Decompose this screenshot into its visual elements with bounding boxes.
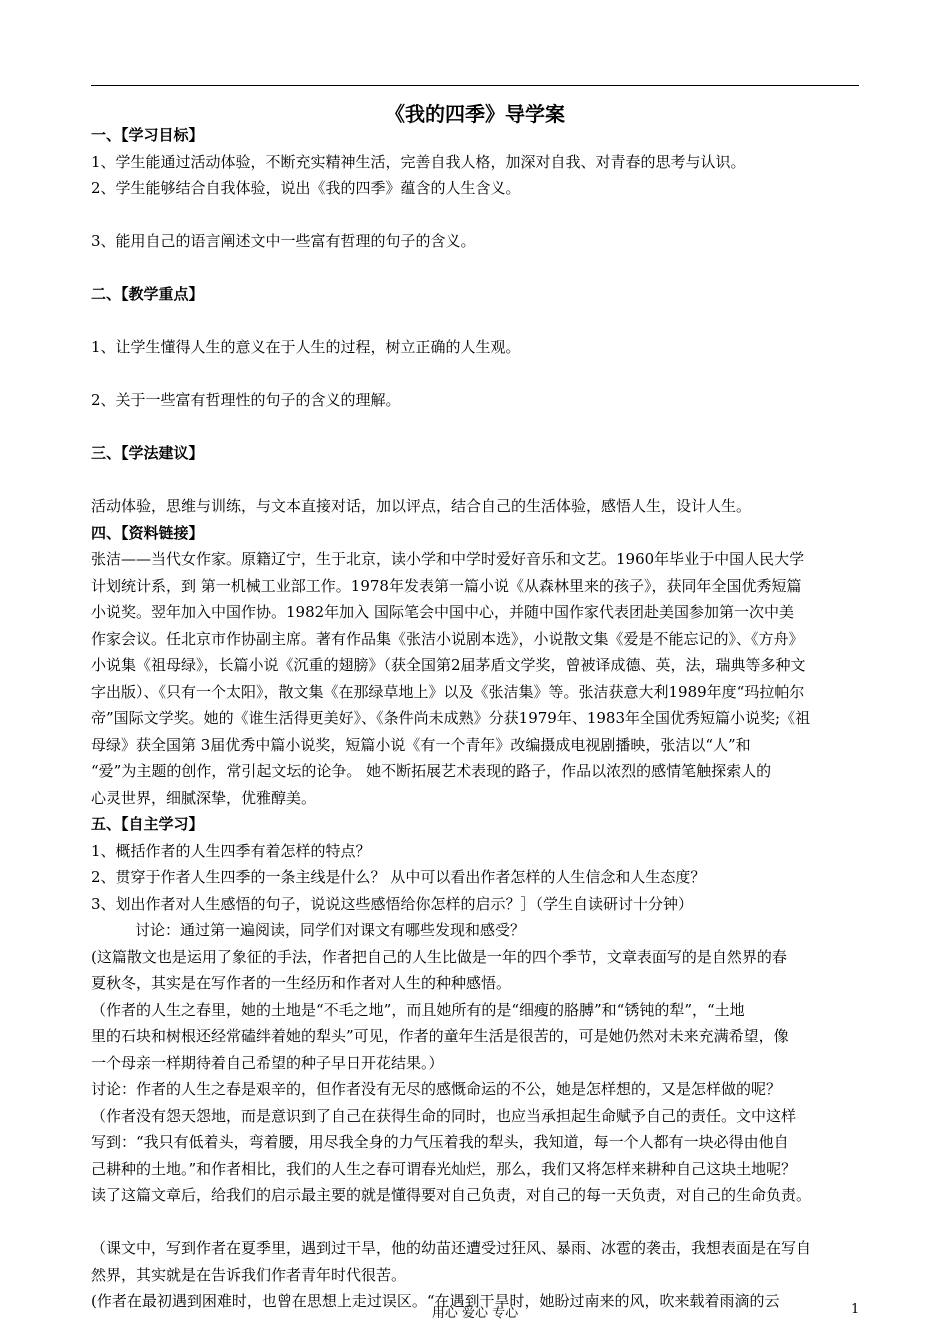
section-heading-self-study: 五、【自主学习】: [91, 815, 204, 833]
paragraph-line: 夏秋冬，其实是在写作者的一生经历和作者对人生的种种感悟。: [91, 974, 512, 992]
paragraph-line: 讨论：通过第一遍阅读，同学们对课文有哪些发现和感受？: [135, 921, 526, 939]
blank-line: [91, 1209, 861, 1236]
paragraph-line: 写到：“我只有低着头，弯着腰，用尽我全身的力气压着我的犁头，我知道，每一个人都有一块必得由他自: [91, 1133, 789, 1151]
blank-line: [91, 467, 861, 494]
page-number: 1: [851, 1302, 860, 1317]
paragraph-line: 心灵世界，细腻深挚，优雅醇美。: [91, 788, 317, 807]
paragraph-line: 活动体验，思维与训练，与文本直接对话，加以评点，结合自己的生活体验，感悟人生，设计人生。: [91, 497, 752, 515]
paragraph-line: (作者在最初遇到困难时，也曾在思想上走过误区。“在遇到干旱时，她盼过南来的风，吹来载着雨滴的云: [91, 1292, 780, 1310]
paragraph-line: 读了这篇文章后，给我们的启示最主要的就是懂得要对自己负责，对自己的每一天负责，对自己的生命负责。: [91, 1186, 812, 1204]
paragraph-line: 1、概括作者的人生四季有着怎样的特点？: [91, 841, 371, 860]
paragraph-line: 2、贯穿于作者人生四季的一条主线是什么？ 从中可以看出作者怎样的人生信念和人生态度？: [91, 868, 706, 886]
section-heading-objectives: 一、【学习目标】: [91, 126, 204, 144]
paragraph-line: （作者没有怨天怨地，而是意识到了自己在获得生命的同时，也应当承担起生命赋予自己的责任。文中这样: [91, 1106, 797, 1125]
paragraph-line: 1、让学生懂得人生的意义在于人生的过程，树立正确的人生观。: [91, 338, 521, 356]
paragraph-line: 讨论：作者的人生之春是艰辛的，但作者没有无尽的感慨命运的不公，她是怎样想的，又是怎样做的呢？: [91, 1080, 782, 1098]
paragraph-line: 一个母亲一样期待着自己希望的种子早日开花结果。）: [91, 1053, 444, 1072]
paragraph-line: 然界，其实就是在告诉我们作者青年时代很苦。: [91, 1265, 407, 1284]
paragraph-line: (这篇散文也是运用了象征的手法，作者把自己的人生比做是一年的四个季节，文章表面写的是自然界的春: [91, 947, 787, 966]
paragraph-line: “爱”为主题的创作，常引起文坛的论争。 她不断拓展艺术表现的路子，作品以浓烈的感情笔触探索人的: [91, 762, 772, 780]
paragraph-line: 张洁——当代女作家。原籍辽宁，生于北京，读小学和中学时爱好音乐和文艺。1960年毕业于中国人民大学: [91, 550, 805, 568]
paragraph-line: 3、能用自己的语言阐述文中一些富有哲理的句子的含义。: [91, 232, 476, 250]
paragraph-line: 字出版）、《只有一个太阳》，散文集《在那绿草地上》以及《张洁集》等。张洁获意大利1989年度“玛拉帕尔: [91, 682, 805, 701]
paragraph-line: 1、学生能通过活动体验，不断充实精神生活，完善自我人格，加深对自我、对青春的思考与认识。: [91, 152, 746, 171]
blank-line: [91, 414, 861, 441]
paragraph-line: 小说集《祖母绿》，长篇小说《沉重的翅膀》（获全国第2届茅盾文学奖，曾被译成德、英，法，瑞典等多种文: [91, 656, 806, 674]
paragraph-line: 母绿》获全国第 3届优秀中篇小说奖，短篇小说《有一个青年》改编摄成电视剧播映，张洁以“人”和: [91, 735, 751, 754]
paragraph-line: 作家会议。任北京市作协副主席。著有作品集《张洁小说剧本选》，小说散文集《爱是不能忘记的》、《方舟》: [91, 629, 804, 648]
paragraph-line: 小说奖。翌年加入中国作协。1982年加入 国际笔会中国中心，并随中国作家代表团赴美国参加第一次中美: [91, 603, 794, 621]
blank-line: [91, 202, 861, 229]
section-heading-method: 三、【学法建议】: [91, 444, 204, 462]
page-title: 《我的四季》导学案: [385, 102, 565, 126]
paragraph-line: 帝”国际文学奖。她的《谁生活得更美好》、《条件尚未成熟》分获1979年、1983年全国优秀短篇小说奖;《祖: [91, 709, 811, 727]
paragraph-line: （作者的人生之春里，她的土地是“不毛之地”，而且她所有的是“细瘦的胳膊”和“锈钝的犁”，“土地: [91, 1000, 745, 1019]
paragraph-line: 里的石块和树根还经常磕绊着她的犁头”可见，作者的童年生活是很苦的，可是她仍然对未来充满希望，像: [91, 1027, 789, 1045]
document-body: [91, 122, 861, 1315]
footer-text: 用心 爱心 专心: [431, 1306, 519, 1321]
paragraph-line: 己耕种的土地。”和作者相比，我们的人生之春可谓春光灿烂，那么，我们又将怎样来耕种自己这块土地呢？: [91, 1159, 797, 1178]
blank-line: [91, 255, 861, 282]
paragraph-line: 3、划出作者对人生感悟的句子，说说这些感悟给你怎样的启示？］（学生自读研讨十分钟）: [91, 894, 694, 913]
blank-line: [91, 361, 861, 388]
header-rule: [91, 85, 859, 86]
section-heading-key-points: 二、【教学重点】: [91, 285, 204, 303]
paragraph-line: （课文中，写到作者在夏季里，遇到过干旱，他的幼苗还遭受过狂风、暴雨、冰雹的袭击，我想表面是在写自: [91, 1239, 812, 1257]
paragraph-line: 2、关于一些富有哲理性的句子的含义的理解。: [91, 391, 401, 409]
blank-line: [91, 308, 861, 335]
section-heading-resources: 四、【资料链接】: [91, 523, 204, 542]
paragraph-line: 2、学生能够结合自我体验，说出《我的四季》蕴含的人生含义。: [91, 179, 521, 197]
paragraph-line: 计划统计系，到 第一机械工业部工作。1978年发表第一篇小说《从森林里来的孩子》，获同年全国优秀短篇: [91, 576, 802, 595]
